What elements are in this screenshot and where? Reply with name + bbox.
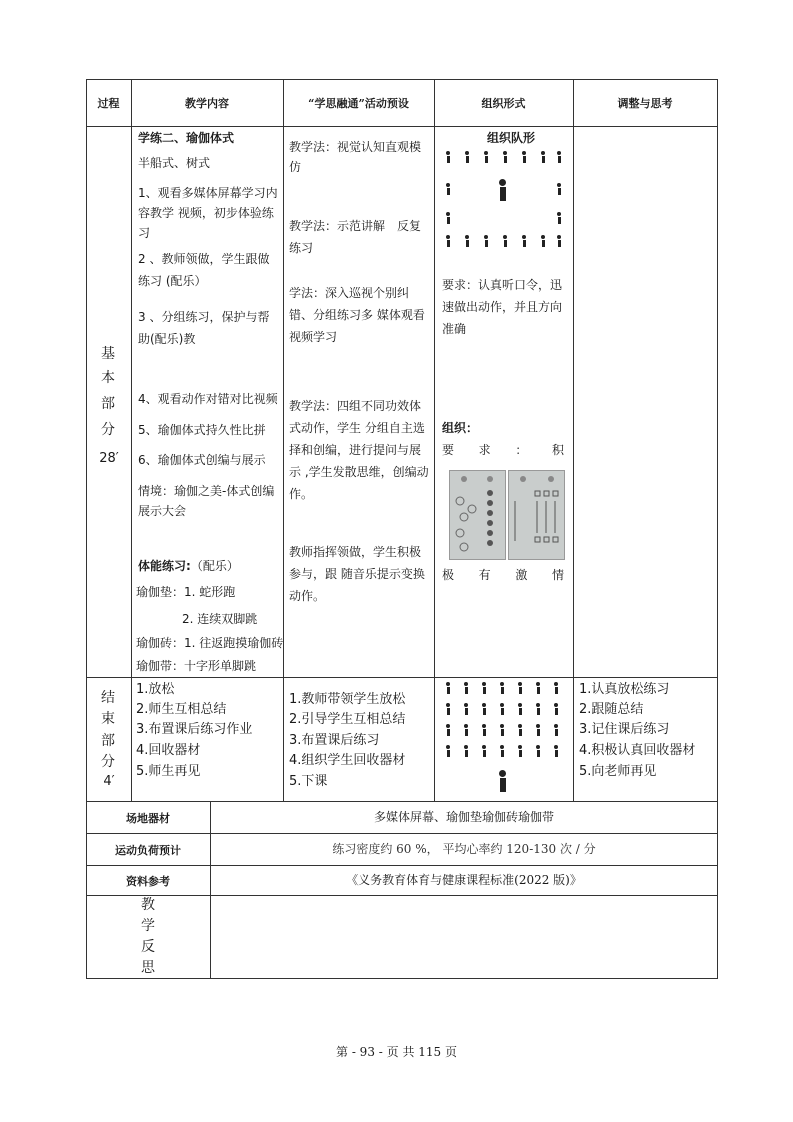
reflection-char: 学 — [141, 918, 155, 934]
fitness-item: 瑜伽带：十字形单脚跳 — [136, 659, 257, 673]
ending-adjust-item: 4.积极认真回收器材 — [579, 743, 696, 758]
fitness-music: （配乐） — [190, 559, 239, 573]
content-title: 学练二、瑜伽体式 — [138, 131, 235, 145]
student-icon — [554, 724, 558, 736]
header-adjust: 调整与思考 — [617, 97, 673, 110]
activity-item: 教学法：示范讲解 反复练习 — [289, 219, 422, 255]
student-icon — [518, 703, 522, 715]
ending-label-char: 分 — [101, 754, 115, 770]
req-char: 激 — [515, 568, 528, 582]
student-icon — [482, 724, 486, 736]
student-icon — [503, 151, 507, 163]
ending-content-item: 4.回收器材 — [136, 743, 201, 758]
activity-item: 教师指挥领做，学生积极参与，跟 随音乐提示变换动作。 — [289, 545, 425, 603]
load-value: 练习密度约 60 %， 平均心率约 120-130 次 / 分 — [332, 842, 596, 856]
student-icon — [557, 183, 561, 195]
activity-item: 教学法：四组不同功效体式动作，学生 分组自主选择和创编，进行提问与展示 ,学生发散思维，创编动作。 — [289, 399, 429, 501]
org-label: 组织： — [442, 421, 479, 435]
student-icon — [446, 724, 450, 736]
header-process: 过程 — [97, 97, 120, 110]
req-char: 要 — [442, 443, 455, 457]
teacher-icon — [499, 179, 506, 201]
fitness-title: 体能练习: — [138, 559, 191, 573]
station-layout-left-icon — [450, 471, 505, 559]
ending-content-item: 5.师生再见 — [136, 764, 201, 779]
student-icon — [500, 703, 504, 715]
student-icon — [446, 151, 450, 163]
student-icon — [554, 745, 558, 757]
student-icon — [557, 212, 561, 224]
student-icon — [522, 151, 526, 163]
student-icon — [446, 183, 450, 195]
student-icon — [482, 682, 486, 694]
activity-item: 教学法：视觉认知直观模仿 — [289, 140, 422, 174]
student-icon — [554, 682, 558, 694]
student-icon — [482, 703, 486, 715]
student-icon — [557, 151, 561, 163]
content-item: 3 、分组练习，保护与帮助(配乐)教 — [138, 310, 270, 346]
student-icon — [482, 745, 486, 757]
ending-adjust-item: 1.认真放松练习 — [579, 682, 670, 697]
fitness-heading — [138, 556, 239, 576]
ending-activity-item: 4.组织学生回收器材 — [289, 753, 406, 768]
basic-time: 28′ — [99, 451, 119, 466]
reflection-char: 教 — [141, 897, 155, 913]
reference-value: 《义务教育体育与健康课程标准(2022 版)》 — [346, 873, 582, 887]
req-char: 极 — [442, 568, 455, 582]
ending-label-char: 部 — [101, 733, 115, 749]
ending-label-char: 束 — [101, 711, 115, 727]
content-item: 4、观看动作对错对比视频 — [138, 392, 278, 406]
ending-time: 4′ — [103, 774, 115, 789]
student-icon — [518, 682, 522, 694]
load-label: 运动负荷预计 — [115, 844, 181, 857]
org-requirement: 要求：认真听口令，迅速做出动作，并且方向准确 — [442, 278, 563, 336]
basic-label-char: 部 — [101, 396, 115, 412]
venue-value: 多媒体屏幕、瑜伽垫瑜伽砖瑜伽带 — [373, 810, 554, 824]
student-icon — [500, 745, 504, 757]
student-icon — [536, 745, 540, 757]
basic-label-char: 分 — [101, 422, 115, 438]
student-icon — [518, 724, 522, 736]
student-icon — [465, 235, 469, 247]
student-icon — [464, 724, 468, 736]
reflection-char: 反 — [141, 939, 155, 955]
student-icon — [446, 745, 450, 757]
req-char: 求 — [478, 443, 491, 457]
teacher-icon — [499, 770, 506, 792]
basic-label-char: 本 — [101, 370, 115, 386]
fitness-item: 2. 连续双脚跳 — [182, 612, 258, 626]
reflection-char: 思 — [141, 960, 155, 976]
student-icon — [484, 235, 488, 247]
content-scenario: 情境：瑜伽之美-体式创编展示大会 — [138, 484, 275, 518]
ending-adjust-item: 5.向老师再见 — [579, 764, 657, 779]
ending-adjust-item: 2.跟随总结 — [579, 702, 644, 717]
content-subtitle: 半船式、树式 — [138, 156, 211, 170]
student-icon — [500, 724, 504, 736]
station-layout-right-icon — [509, 471, 564, 559]
student-icon — [464, 682, 468, 694]
page-number: 第 - 93 - 页 共 115 页 — [336, 1045, 457, 1059]
student-icon — [446, 682, 450, 694]
org-requirement-2 — [442, 440, 564, 460]
req-char: ： — [515, 443, 528, 457]
ending-label-char: 结 — [101, 690, 115, 706]
fitness-item: 瑜伽垫：1. 蛇形跑 — [136, 585, 236, 599]
student-icon — [557, 235, 561, 247]
student-icon — [541, 151, 545, 163]
fitness-item: 瑜伽砖：1. 往返跑摸瑜伽砖 — [136, 636, 284, 650]
station-layout-photo — [449, 470, 506, 560]
basic-label-char: 基 — [101, 346, 115, 362]
student-icon — [536, 724, 540, 736]
ending-activity-item: 1.教师带领学生放松 — [289, 692, 406, 707]
ending-activity-item: 2.引导学生互相总结 — [289, 712, 406, 727]
header-activity: “学思融通”活动预设 — [308, 97, 409, 110]
ending-activity-item: 5.下课 — [289, 774, 328, 789]
student-icon — [500, 682, 504, 694]
org-requirement-3 — [442, 565, 564, 585]
header-content: 教学内容 — [185, 97, 229, 110]
content-item: 1、观看多媒体屏幕学习内容教学 视频，初步体验练习 — [138, 186, 278, 240]
student-icon — [541, 235, 545, 247]
student-icon — [554, 703, 558, 715]
student-icon — [464, 745, 468, 757]
content-item: 2 、教师领做，学生跟做练习 (配乐） — [138, 252, 270, 288]
student-icon — [522, 235, 526, 247]
student-icon — [536, 682, 540, 694]
student-icon — [536, 703, 540, 715]
req-char: 情 — [551, 568, 564, 582]
ending-content-item: 2.师生互相总结 — [136, 702, 227, 717]
student-icon — [465, 151, 469, 163]
req-char: 有 — [478, 568, 491, 582]
student-icon — [518, 745, 522, 757]
student-icon — [446, 212, 450, 224]
ending-content-item: 1.放松 — [136, 682, 175, 697]
formation-title: 组织队形 — [487, 131, 536, 145]
ending-adjust-item: 3.记住课后练习 — [579, 722, 670, 737]
student-icon — [446, 703, 450, 715]
content-item: 6、瑜伽体式创编与展示 — [138, 453, 266, 467]
content-item: 5、瑜伽体式持久性比拼 — [138, 423, 266, 437]
student-icon — [503, 235, 507, 247]
header-org: 组织形式 — [481, 97, 526, 110]
reference-label: 资料参考 — [126, 875, 170, 888]
venue-label: 场地器材 — [126, 812, 170, 825]
station-layout-photo — [508, 470, 565, 560]
student-icon — [446, 235, 450, 247]
req-char: 积 — [551, 443, 564, 457]
ending-activity-item: 3.布置课后练习 — [289, 733, 380, 748]
student-icon — [484, 151, 488, 163]
student-icon — [464, 703, 468, 715]
activity-item: 学法：深入巡视个别纠错、分组练习多 媒体观看视频学习 — [289, 286, 425, 344]
ending-content-item: 3.布置课后练习作业 — [136, 722, 253, 737]
